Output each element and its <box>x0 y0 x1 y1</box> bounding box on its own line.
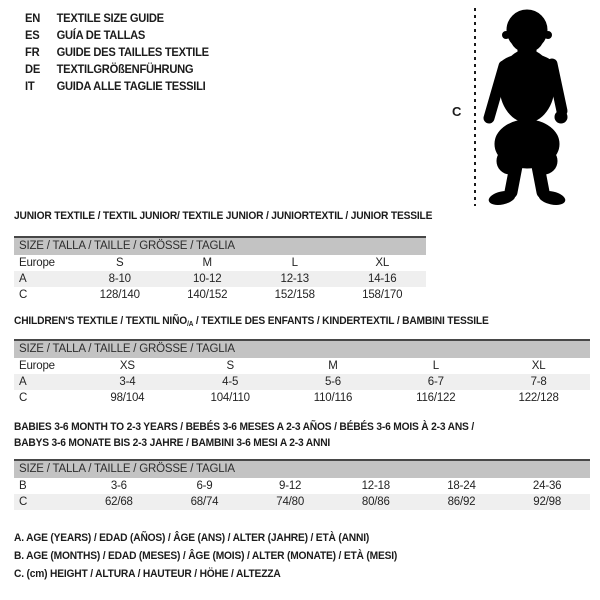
size-cell: 3-6 <box>110 480 127 492</box>
language-code: FR <box>25 45 40 59</box>
language-title: TEXTILGRÖßENFÜHRUNG <box>56 62 194 76</box>
size-cell: 152/158 <box>274 289 315 301</box>
table-row <box>14 358 590 374</box>
table-row <box>14 478 590 494</box>
size-cell: L <box>291 257 298 269</box>
table-row <box>14 287 426 303</box>
children-title-pre: CHILDREN'S TEXTILE / TEXTIL NIÑO <box>14 315 188 327</box>
size-cell: 116/122 <box>416 392 456 404</box>
size-cell: 74/80 <box>247 494 333 510</box>
table-row <box>14 374 590 390</box>
row-label: Europe <box>19 360 55 372</box>
size-cell: 24-36 <box>532 480 562 492</box>
legend-notes <box>14 529 426 583</box>
language-code: IT <box>25 79 35 93</box>
language-row-fr <box>25 44 209 61</box>
size-cell: XS <box>119 360 135 372</box>
size-cell: 10-12 <box>164 271 252 287</box>
size-header-bar: SIZE / TALLA / TAILLE / GRÖSSE / TAGLIA <box>14 461 590 478</box>
size-cell: 7-8 <box>487 374 590 390</box>
size-header-bar: SIZE / TALLA / TAILLE / GRÖSSE / TAGLIA <box>14 238 426 255</box>
language-title: GUIDA ALLE TAGLIE TESSILI <box>56 79 206 93</box>
size-cell: 158/170 <box>362 289 403 301</box>
size-cell: 12-13 <box>251 271 339 287</box>
language-code: ES <box>25 28 40 42</box>
language-title: GUIDE DES TAILLES TEXTILE <box>56 45 209 59</box>
children-title-post: / TEXTILE DES ENFANTS / KINDERTEXTIL / BAMBINI TESSILE <box>193 315 489 327</box>
size-cell: 9-12 <box>279 480 302 492</box>
height-label-c: C <box>452 104 462 119</box>
language-code: EN <box>25 11 41 25</box>
language-list <box>25 10 223 95</box>
legend-note-c: C. (cm) HEIGHT / ALTURA / HAUTEUR / HÖHE / ALTEZZA <box>14 568 281 580</box>
size-cell: 12-18 <box>361 480 390 492</box>
language-code: DE <box>25 62 41 76</box>
height-measure-dashed-line <box>474 8 476 206</box>
size-cell: 128/140 <box>99 289 140 301</box>
size-cell: S <box>116 257 124 269</box>
size-cell: 92/98 <box>504 494 590 510</box>
children-section-title <box>14 315 489 328</box>
legend-note-b: B. AGE (MONTHS) / EDAD (MESES) / ÂGE (MOIS) / ALTER (MONATE) / ETÀ (MESI) <box>14 550 398 562</box>
size-cell: 6-7 <box>384 374 487 390</box>
language-row-de <box>25 61 209 78</box>
size-cell: 3-4 <box>76 374 179 390</box>
babies-section-title-line2: BABYS 3-6 MONATE BIS 2-3 JAHRE / BAMBINI 3-6 MESI A 2-3 ANNI <box>14 437 331 449</box>
babies-size-table <box>14 459 590 510</box>
size-header-bar: SIZE / TALLA / TAILLE / GRÖSSE / TAGLIA <box>14 341 590 358</box>
row-label: C <box>14 494 76 510</box>
size-cell: 8-10 <box>76 271 164 287</box>
size-cell: M <box>328 360 338 372</box>
size-cell: 14-16 <box>339 271 427 287</box>
size-cell: 4-5 <box>179 374 282 390</box>
size-cell: 62/68 <box>76 494 162 510</box>
size-cell: L <box>432 360 439 372</box>
table-row <box>14 390 590 406</box>
size-cell: 5-6 <box>282 374 385 390</box>
row-label: C <box>19 392 28 404</box>
row-label: A <box>14 271 76 287</box>
table-row <box>14 271 426 287</box>
size-cell: 86/92 <box>419 494 505 510</box>
legend-note-a: A. AGE (YEARS) / EDAD (AÑOS) / ÂGE (ANS) / ALTER (JAHRE) / ETÀ (ANNI) <box>14 532 370 544</box>
language-title: GUÍA DE TALLAS <box>56 28 146 42</box>
size-cell: 104/110 <box>210 392 250 404</box>
children-title-sub: /A <box>187 321 194 328</box>
size-cell: 68/74 <box>162 494 248 510</box>
junior-size-table <box>14 236 426 303</box>
language-row-es <box>25 27 209 44</box>
language-row-it <box>25 78 209 95</box>
size-cell: XL <box>531 360 546 372</box>
children-size-table <box>14 339 590 406</box>
size-cell: 6-9 <box>196 480 213 492</box>
size-cell: 80/86 <box>333 494 419 510</box>
size-cell: S <box>226 360 234 372</box>
row-label: Europe <box>19 257 55 269</box>
size-cell: 122/128 <box>518 392 559 404</box>
size-cell: 140/152 <box>187 289 228 301</box>
babies-section-title-line1: BABIES 3-6 MONTH TO 2-3 YEARS / BEBÉS 3-6 MESES A 2-3 AÑOS / BÉBÉS 3-6 MOIS À 2-3 ANS / <box>14 421 475 433</box>
language-row-en <box>25 10 209 27</box>
junior-section-title: JUNIOR TEXTILE / TEXTIL JUNIOR/ TEXTILE JUNIOR / JUNIORTEXTIL / JUNIOR TESSILE <box>14 210 433 222</box>
size-cell: M <box>202 257 212 269</box>
language-title: TEXTILE SIZE GUIDE <box>56 11 164 25</box>
row-label: B <box>19 480 27 492</box>
row-label: A <box>14 374 76 390</box>
size-cell: 110/116 <box>313 392 353 404</box>
size-cell: 98/104 <box>110 392 145 404</box>
table-row <box>14 494 590 510</box>
table-row <box>14 255 426 271</box>
row-label: C <box>19 289 28 301</box>
size-cell: XL <box>375 257 390 269</box>
baby-silhouette <box>482 6 578 206</box>
size-cell: 18-24 <box>447 480 476 492</box>
